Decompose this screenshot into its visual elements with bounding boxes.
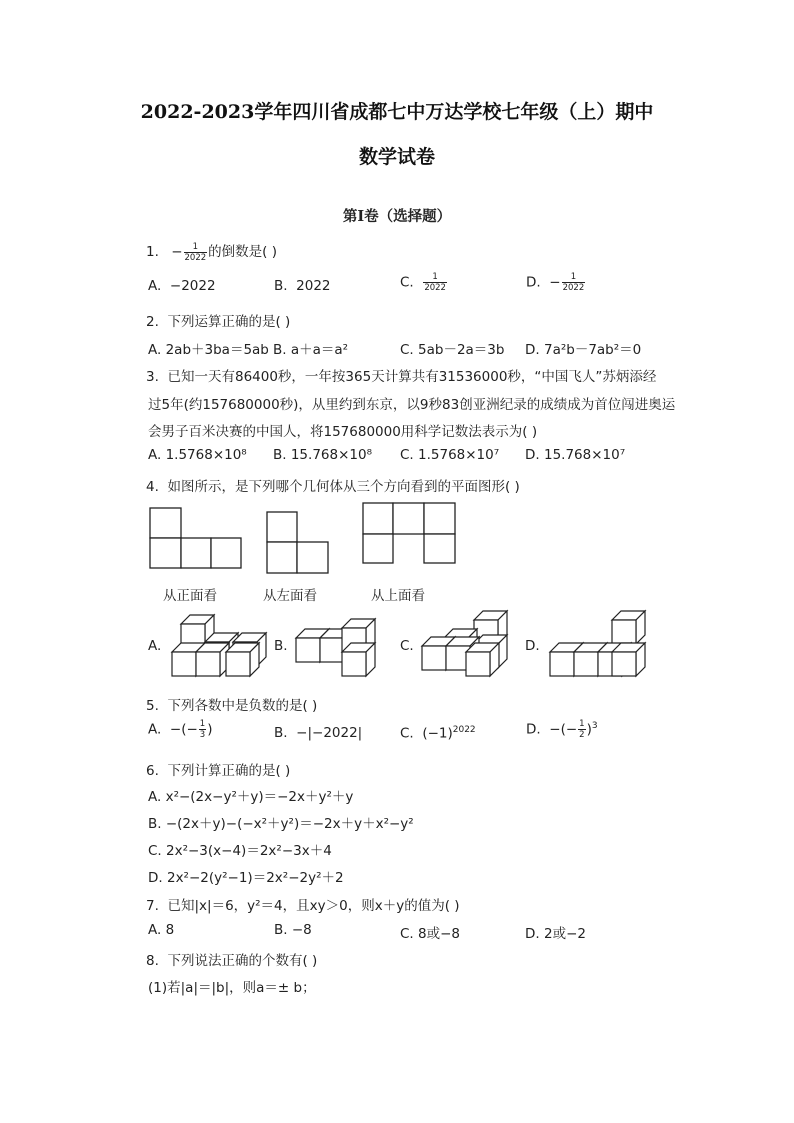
denominator: 2022 (562, 283, 585, 293)
question-2 (146, 310, 290, 330)
numerator: 1 (423, 272, 447, 283)
question-number: 1. (146, 244, 159, 260)
section-title: 第Ⅰ卷（选择题） (342, 208, 452, 225)
q4-option-c-solid (420, 608, 516, 680)
q5-option-b (274, 725, 362, 741)
question-text: 下列运算正确的是( ) (167, 314, 291, 330)
expr: ) (207, 721, 213, 738)
neg-sign: − (549, 274, 561, 291)
q6-option-c: C. 2x²−3(x−4)＝2x²−3x＋4 (148, 843, 332, 859)
option-label: C. (400, 725, 414, 742)
expr: −(− (169, 721, 198, 738)
question-text: 已知|x|＝6，y²＝4，且xy＞0，则x＋y的值为( ) (167, 898, 460, 914)
cube (226, 643, 259, 676)
expr: ) (586, 721, 592, 738)
question-number: 8. (146, 953, 159, 969)
option-label: A. (148, 721, 162, 738)
question-1 (146, 240, 277, 263)
question-number: 6. (146, 763, 159, 779)
q7-option-a: A. 8 (148, 922, 175, 938)
question-text: 下列说法正确的个数有( ) (167, 953, 318, 969)
question-number: 5. (146, 698, 159, 714)
q3-option-c: C. 1.5768×10⁷ (400, 447, 500, 463)
q2-option-b: B. a＋a＝a² (273, 342, 349, 358)
q2-option-a: A. 2ab＋3ba＝5ab (148, 342, 269, 358)
option-value: (−1) (422, 725, 453, 742)
q1-option-b (274, 278, 331, 294)
option-label: B. (274, 278, 288, 294)
fraction (578, 719, 585, 740)
q3-option-d: D. 15.768×10⁷ (525, 447, 626, 463)
left-view-label: 从左面看 (263, 588, 317, 604)
exam-title-line1: 2022-2023学年四川省成都七中万达学校七年级（上）期中 (140, 101, 654, 123)
q7-option-d: D. 2或−2 (525, 926, 586, 942)
numerator: 1 (579, 719, 585, 729)
option-label: C. (400, 274, 414, 291)
denominator: 3 (199, 730, 206, 740)
question-text: 下列各数中是负数的是( ) (167, 698, 318, 714)
question-number: 7. (146, 898, 159, 914)
question-3-line3: 会男子百米决赛的中国人，将157680000用科学记数法表示为( ) (148, 424, 538, 440)
q4-option-a-label: A. (148, 638, 162, 654)
exponent: 3 (591, 721, 598, 731)
neg-sign: − (171, 244, 183, 260)
q3-option-a: A. 1.5768×10⁸ (148, 447, 247, 463)
q1-option-a (148, 278, 216, 294)
q4-option-d-label: D. (525, 638, 540, 654)
numerator: 1 (199, 719, 206, 729)
cube (342, 643, 375, 676)
option-value: −2022 (169, 278, 216, 294)
q1-option-c (400, 272, 448, 293)
top-view-label: 从上面看 (371, 588, 425, 604)
q5-option-d (526, 719, 598, 740)
question-number: 3. (146, 369, 159, 385)
fraction (184, 242, 208, 263)
question-5 (146, 694, 317, 714)
question-4 (146, 475, 520, 495)
denominator: 2022 (184, 252, 207, 263)
q4-option-d-solid (548, 608, 652, 680)
fraction (199, 719, 206, 740)
option-label: A. (148, 278, 162, 294)
cube (612, 643, 645, 676)
q6-option-b: B. −(2x＋y)−(−x²＋y²)＝−2x＋y＋x²−y² (148, 816, 414, 832)
q6-option-d: D. 2x²−2(y²−1)＝2x²−2y²＋2 (148, 870, 344, 886)
fraction (423, 272, 447, 293)
option-value: −|−2022| (296, 725, 363, 741)
q7-option-b: B. −8 (274, 922, 312, 938)
q6-option-a: A. x²−(2x−y²＋y)＝−2x＋y²＋y (148, 789, 354, 805)
option-label: D. (526, 721, 541, 738)
cube (196, 643, 229, 676)
q4-option-c-label: C. (400, 638, 414, 654)
exponent: 2022 (452, 725, 476, 735)
q4-option-a-solid (170, 610, 274, 682)
denominator: 2022 (424, 283, 446, 293)
q4-option-b-solid (294, 612, 390, 678)
q4-option-b-label: B. (274, 638, 288, 654)
denominator: 2 (579, 730, 585, 740)
question-text: 已知一天有86400秒，一年按365天计算共有31536000秒，“中国飞人”苏炳添经 (167, 369, 657, 385)
expr: −(− (549, 721, 578, 738)
question-6 (146, 759, 290, 779)
q8-item-1: (1)若|a|＝|b|，则a＝± b； (148, 980, 316, 996)
q5-option-a (148, 719, 212, 740)
left-view-diagram (266, 511, 330, 574)
question-3-line2: 过5年(约157680000秒)，从里约到东京，以9秒83创亚洲纪录的成绩成为首位闯进奥运 (148, 397, 676, 413)
front-view-diagram (149, 507, 243, 569)
numerator: 1 (184, 242, 208, 253)
q1-option-d (526, 272, 586, 293)
question-number: 2. (146, 314, 159, 330)
question-8 (146, 949, 317, 969)
top-view-diagram (362, 502, 456, 564)
question-number: 4. (146, 479, 159, 495)
option-value: 2022 (296, 278, 331, 294)
option-label: D. (526, 274, 541, 291)
option-label: B. (274, 725, 288, 741)
numerator: 1 (562, 272, 586, 283)
question-7 (146, 894, 460, 914)
question-text: 如图所示，是下列哪个几何体从三个方向看到的平面图形( ) (167, 479, 520, 495)
cube (612, 611, 645, 644)
q2-option-c: C. 5ab－2a＝3b (400, 342, 505, 358)
question-text: 的倒数是( ) (208, 244, 277, 260)
q7-option-c: C. 8或−8 (400, 926, 460, 942)
q5-option-c (400, 725, 476, 742)
cube (466, 643, 499, 676)
question-3-line1 (146, 365, 656, 385)
front-view-label: 从正面看 (163, 588, 217, 604)
question-text: 下列计算正确的是( ) (167, 763, 291, 779)
fraction (562, 272, 586, 293)
q2-option-d: D. 7a²b－7ab²＝0 (525, 342, 642, 358)
q3-option-b: B. 15.768×10⁸ (273, 447, 372, 463)
exam-title-line2: 数学试卷 (358, 146, 435, 168)
